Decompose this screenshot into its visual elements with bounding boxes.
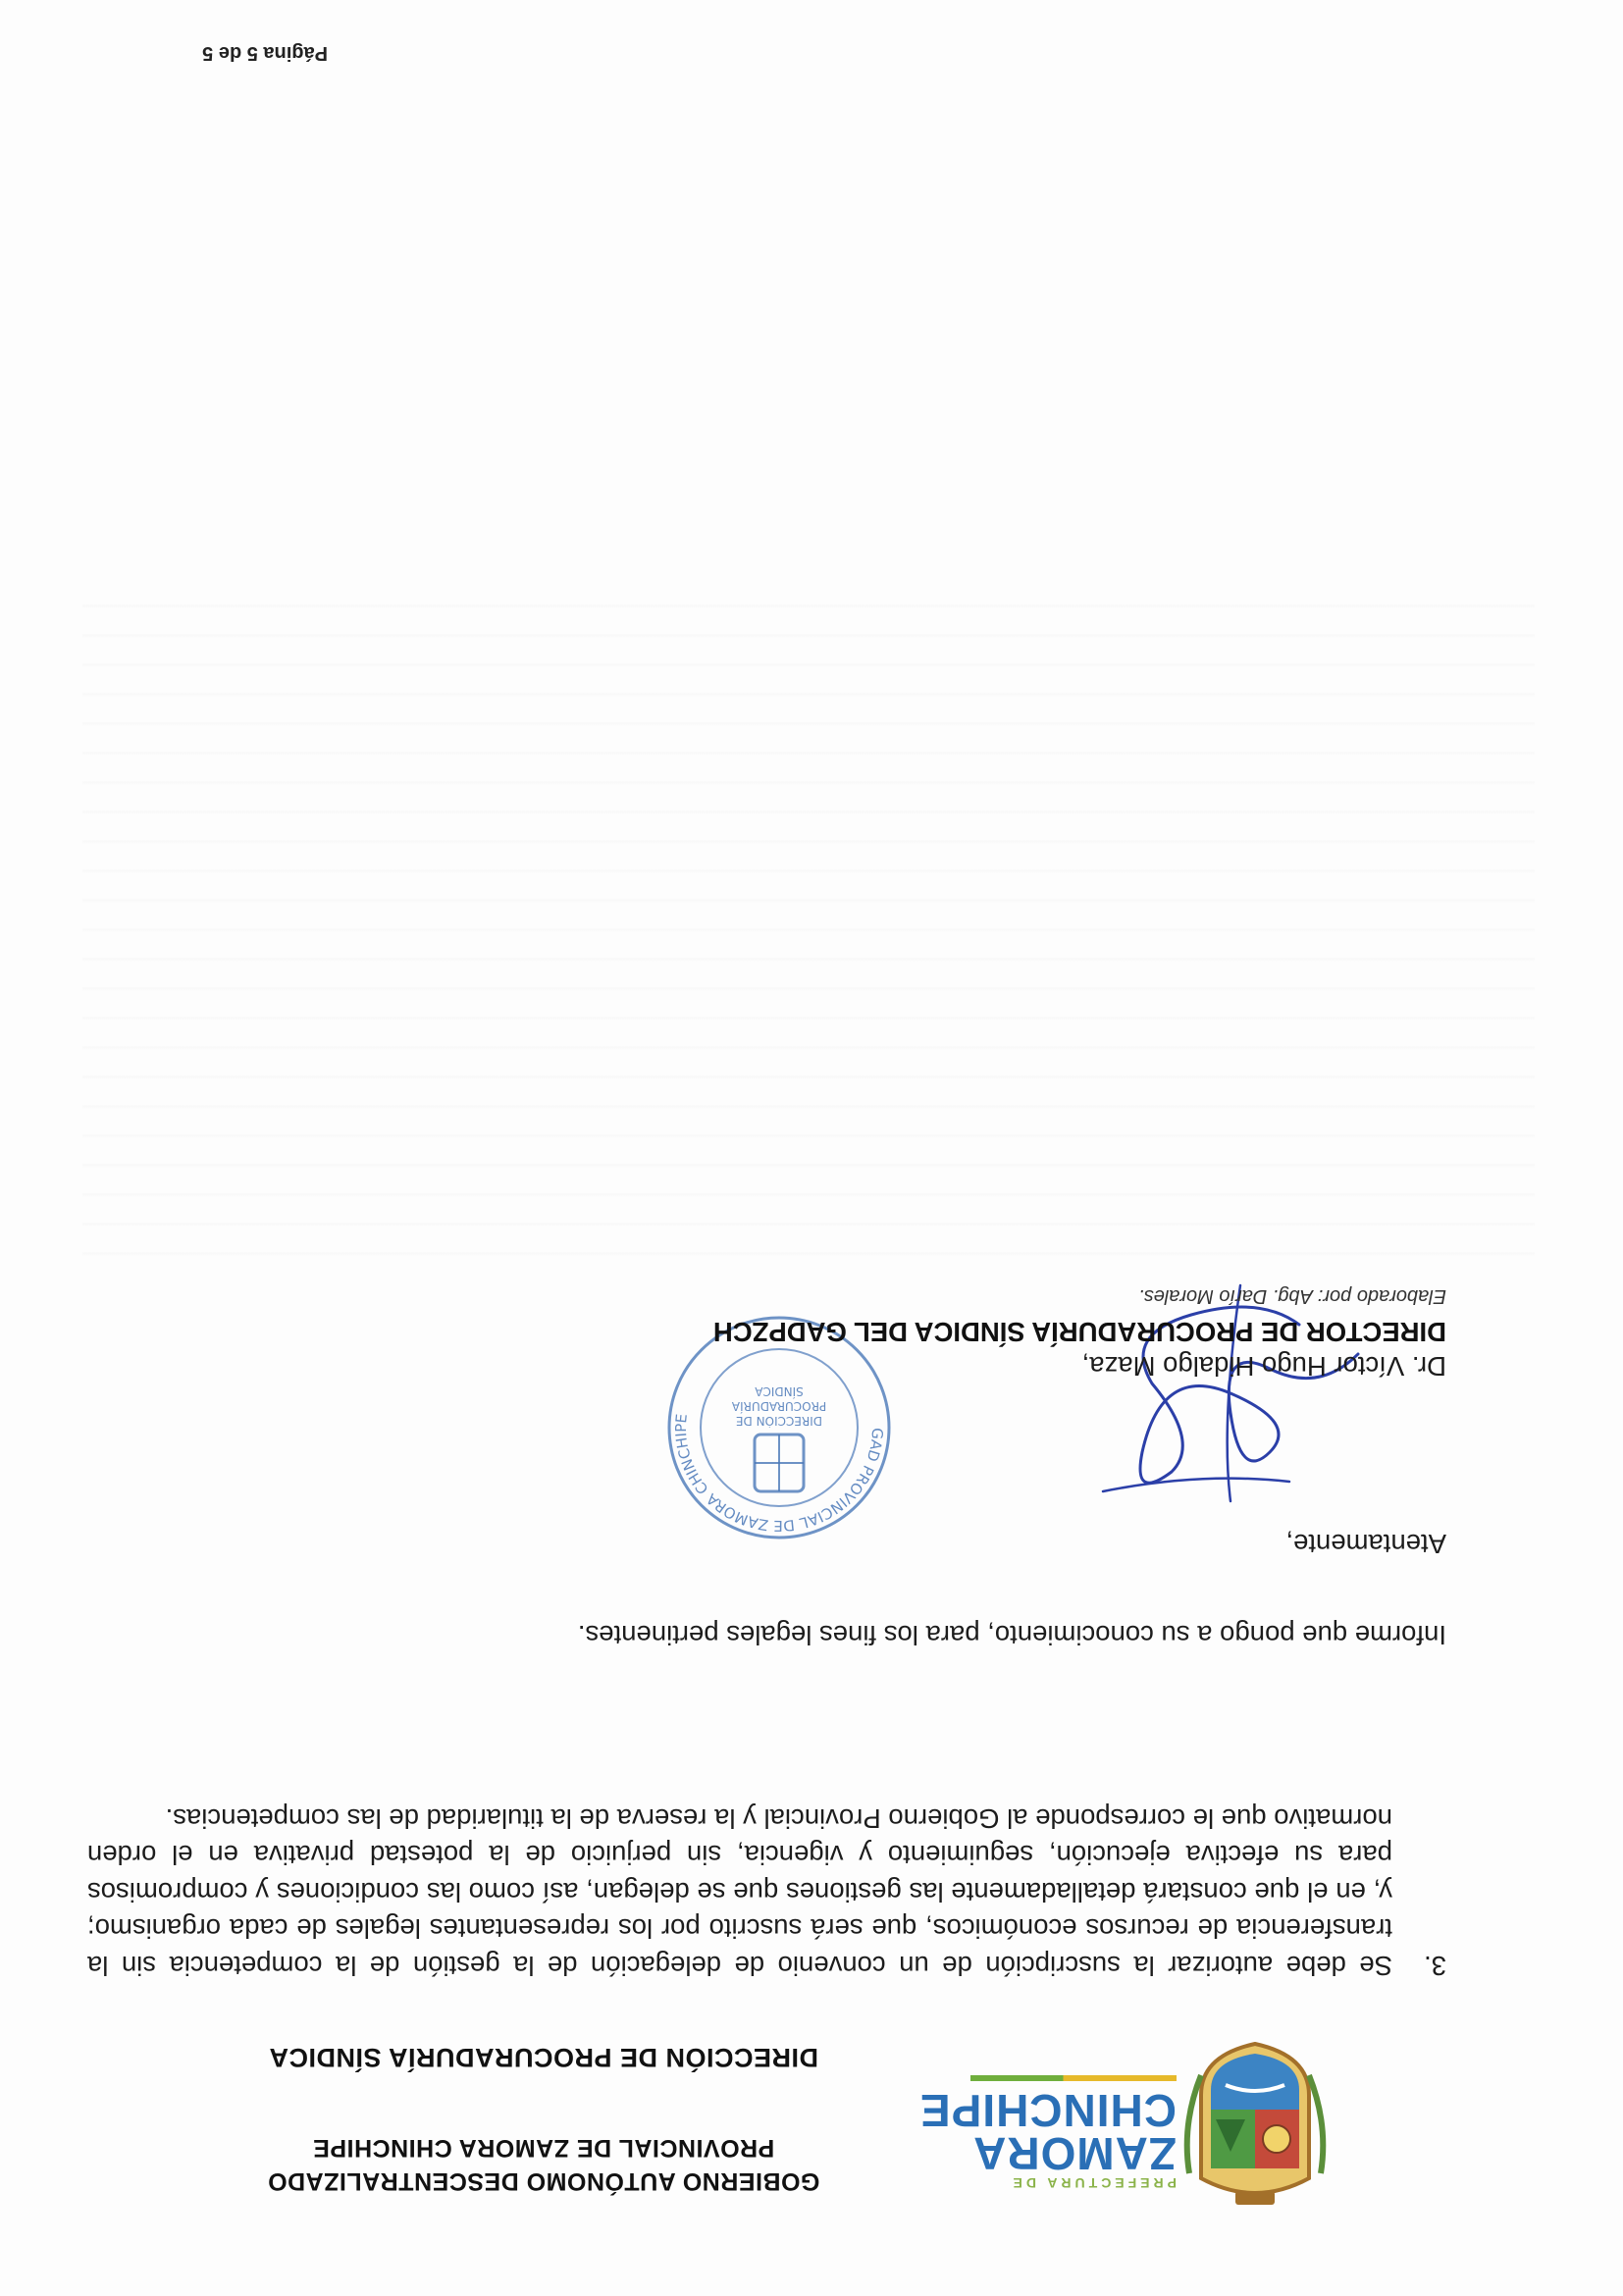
stamp-center-text: DIRECCIÓN DE PROCURADURÍA SÍNDICA (731, 1384, 827, 1428)
logo-name-line1: ZAMORA (972, 2128, 1177, 2179)
logo-name-line2: CHINCHIPE (918, 2085, 1177, 2136)
page-number: Página 5 de 5 (202, 42, 328, 64)
provincial-crest-icon (1181, 2041, 1329, 2213)
logo-color-bar (970, 2075, 1177, 2081)
closing-statement: Informe que pongo a su conocimiento, para los fines legales pertinentes. (577, 1620, 1446, 1650)
stamp-ring-text: GAD PROVINCIAL DE ZAMORA CHINCHIPE (671, 1413, 887, 1536)
paragraph-text: Se debe autorizar la suscripción de un convenio de delegación de la gestión de la competencia sin la transferencia de recursos económicos, que será suscrito por los representantes legales de cada organismo; y, en el que constará detalladamente las gestiones que se delegan, así como las condiciones y compromisos para su efectiva ejecución, seguimiento y vigencia, sin perjuicio de la potestad privativa en el orden normativo que le corresponde al Gobierno Provincial y la reserva de la titularidad de las competencias. (87, 1803, 1392, 1981)
greeting: Atentamente, (1285, 1529, 1446, 1559)
signer-title: DIRECTOR DE PROCURADURÍA SÍNDICA DEL GADPZCH (712, 1317, 1446, 1347)
signer-name: Dr. Víctor Hugo Hidalgo Maza, (1081, 1351, 1446, 1382)
organization-header (171, 2131, 916, 2198)
prefecture-logo (918, 2041, 1329, 2213)
scan-background-bleed (82, 579, 1535, 1266)
prepared-by: Elaborado por: Abg. Darío Morales. (1138, 1285, 1446, 1307)
organization-line-2: PROVINCIAL DE ZAMORA CHINCHIPE (312, 2134, 775, 2162)
paragraph-number: 3. (1424, 1951, 1446, 1981)
logo-wordmark (918, 2075, 1177, 2191)
department-title: DIRECCIÓN DE PROCURADURÍA SÍNDICA (268, 2043, 819, 2072)
logo-small-text: PREFECTURA DE (1009, 2175, 1177, 2191)
organization-line-1: GOBIERNO AUTÓNOMO DESCENTRALIZADO (267, 2167, 820, 2195)
numbered-paragraph (87, 1800, 1446, 1985)
